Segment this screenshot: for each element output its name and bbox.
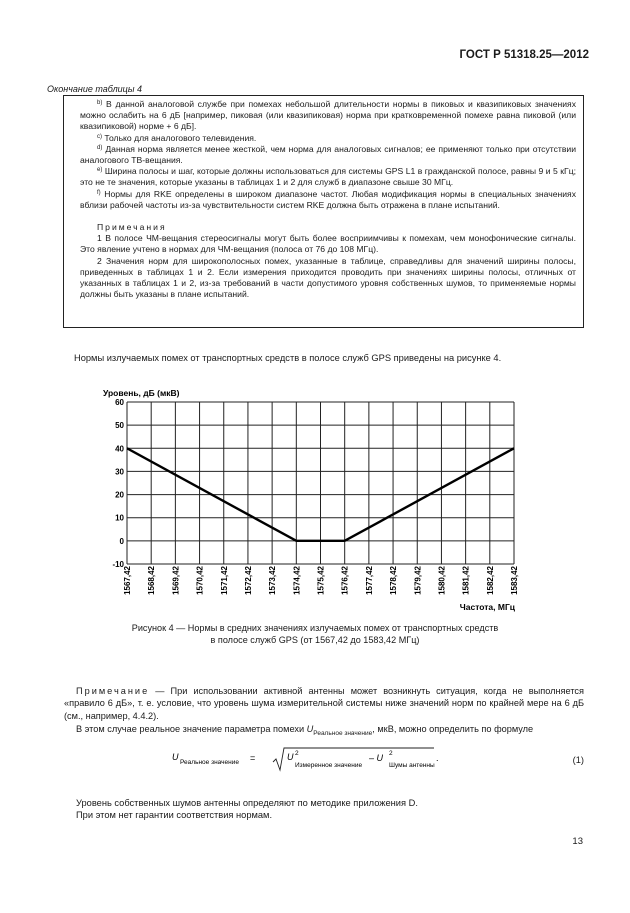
footnote-e: $^{e)}$ Ширина полосы и шаг, которые должны использоваться для системы GPS L1 в гражданской полосе, равны 9 и 5 кГц; это не те значения, которые указаны в таблицах 1 и 2 для служб в диапазоне свыше 30 МГц.: [80, 166, 576, 188]
formula-intro: В этом случае реальное значение параметра помехи $U_{Реальное значение}$, мкВ, можно определить по формуле: [76, 724, 534, 737]
footnote-f: $^{f)}$ Нормы для RKE определены в широком диапазоне частот. Любая модификация нормы в специальных значениях вблизи рабочей частоты из-за чувствительности систем RKE должна быть отражена в плане испытаний.: [80, 188, 576, 210]
x-tick-label: 1567,42: [123, 566, 132, 595]
x-tick-label: 1575,42: [316, 566, 326, 595]
x-tick-label: 1568,42: [147, 566, 157, 595]
y-tick-label: 20: [115, 490, 124, 500]
caption-line-2: в полосе служб GPS (от 1567,42 до 1583,42 МГц): [210, 635, 420, 645]
x-tick-label: 1570,42: [195, 566, 205, 595]
equation-number: (1): [572, 755, 584, 765]
x-tick-label: 1583,42: [510, 566, 519, 595]
note-paragraph: [64, 685, 584, 722]
svg-text:– U: – U: [369, 753, 384, 763]
x-tick-label: 1577,42: [364, 566, 374, 595]
y-tick-label: 30: [115, 467, 124, 477]
figure-caption: [120, 622, 510, 646]
svg-text:Измеренное значение: Измеренное значение: [295, 762, 363, 769]
x-tick-label: 1579,42: [413, 566, 423, 595]
caption-line-1: Рисунок 4 — Нормы в средних значениях излучаемых помех от транспортных средств: [131, 623, 499, 633]
table-footnotes: [80, 99, 576, 300]
footnote-d: $^{d)}$ Данная норма является менее жесткой, чем норма для аналоговых сигналов; ее применяют только при отсутствии аналогового ТВ-вещания.: [80, 143, 576, 166]
svg-text:Реальное значение: Реальное значение: [180, 759, 239, 766]
x-tick-label: 1581,42: [461, 566, 471, 595]
closing-line-2: При этом нет гарантии соответствия нормам.: [76, 810, 273, 820]
x-tick-label: 1578,42: [389, 566, 399, 595]
x-tick-label: 1574,42: [292, 566, 302, 595]
y-tick-label: 40: [115, 444, 124, 454]
x-tick-label: 1569,42: [171, 566, 181, 595]
y-tick-label: 60: [115, 398, 124, 407]
footnote-b: $^{b)}$ В данной аналоговой службе при помехах небольшой длительности нормы в пиковых и квазипиковых значениях можно ослабить на 6 дБ [например, пиковая (или квазипиковая) норма при кратковременной помехе равна пиковой (или квазипиковой) норме + 6 дБ].: [80, 99, 576, 132]
svg-text:2: 2: [295, 750, 299, 757]
svg-text:Шумы антенны: Шумы антенны: [389, 762, 435, 769]
svg-text:.: .: [436, 753, 439, 763]
y-tick-label: 10: [115, 513, 124, 523]
svg-text:U: U: [287, 752, 294, 762]
y-axis-label: Уровень, дБ (мкВ): [103, 388, 180, 398]
svg-text:2: 2: [389, 750, 393, 757]
x-tick-label: 1571,42: [219, 566, 229, 595]
svg-text:=: =: [250, 753, 256, 763]
footnote-c: $^{c)}$ Только для аналогового телевидения.: [97, 132, 257, 143]
document-header: ГОСТ Р 51318.25—2012: [459, 49, 589, 61]
x-tick-label: 1576,42: [340, 566, 350, 595]
y-tick-label: 50: [115, 421, 124, 431]
notes-heading: Примечания: [97, 222, 167, 233]
figure-intro-text: Нормы излучаемых помех от транспортных средств в полосе служб GPS приведены на рисунке 4.: [74, 353, 502, 363]
closing-line-1: Уровень собственных шумов антенны определяют по методике приложения D.: [76, 798, 418, 808]
svg-text:U: U: [172, 752, 179, 762]
x-tick-label: 1572,42: [243, 566, 253, 595]
x-tick-label: 1580,42: [437, 566, 447, 595]
x-tick-label: 1573,42: [268, 566, 278, 595]
table-note-1: 1 В полосе ЧМ-вещания стереосигналы могут быть более восприимчивы к помехам, чем монофонические сигналы. Это явление учтено в нормах для ЧМ-вещания (полоса от 76 до 108 МГц).: [80, 233, 576, 255]
page-number: 13: [572, 836, 583, 847]
table-note-2: 2 Значения норм для широкополосных помех, указанные в таблице, справедливы для значений ширины полосы, приведенных в таблицах 1 и 2. Если измерения приходится проводить при значениях ширины полосы, отличных от указанных в таблицах 1 и 2, из-за требований в части допустимого уровня собственных шумов, то применяемые нормы должны быть указаны в плане испытаний.: [80, 255, 576, 300]
x-axis-label: Частота, МГц: [459, 602, 515, 612]
y-tick-label: 0: [119, 536, 124, 546]
note-text: — При использовании активной антенны может возникнуть ситуация, когда не выполняется «правило 6 дБ», т. е. условие, что уровень шума измерительной системы ниже значений норм по крайней мере на 6 дБ (см., например, 4.4.2).: [64, 686, 584, 721]
chart-svg: [95, 382, 535, 614]
x-tick-labels: [123, 565, 519, 594]
note-label: Примечание: [76, 686, 150, 696]
y-tick-labels: [112, 398, 124, 569]
table-continuation-title: Окончание таблицы 4: [47, 84, 142, 94]
emission-limit-chart: [95, 382, 535, 619]
y-tick-label: -10: [112, 560, 124, 569]
x-tick-label: 1582,42: [485, 566, 495, 595]
formula-1: [170, 746, 584, 780]
